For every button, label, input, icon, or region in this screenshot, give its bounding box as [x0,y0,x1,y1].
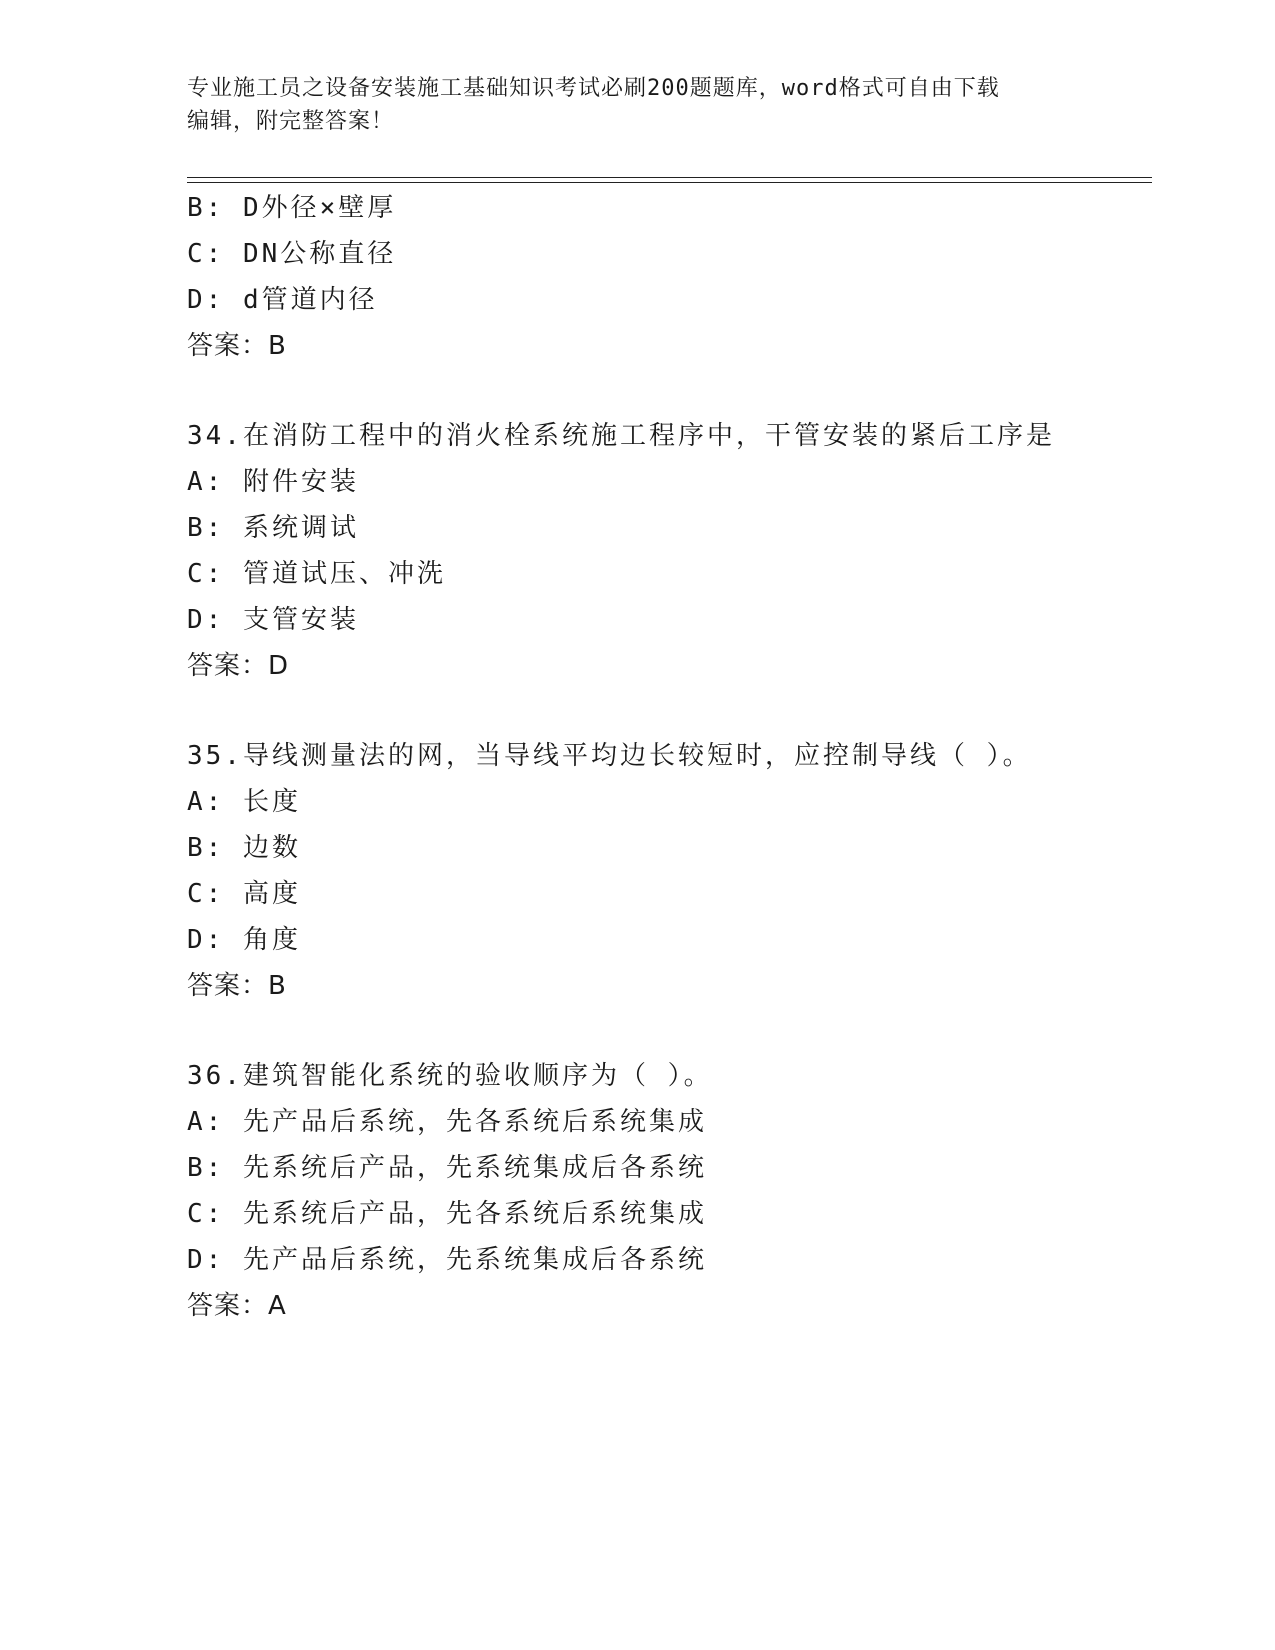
header-divider-top [187,177,1152,178]
option-a: A: 长度 [187,787,301,817]
option-d: D: d管道内径 [187,285,378,315]
option-d: D: 先产品后系统，先系统集成后各系统 [187,1245,707,1275]
option-b: B: 边数 [187,833,301,863]
question-block-34 [187,413,1147,689]
question-block-36 [187,1053,1147,1329]
answer: 答案：A [187,1291,287,1321]
option-c: C: DN公称直径 [187,239,397,269]
answer: 答案：B [187,331,287,361]
page-header [187,72,1067,138]
question-stem: 36.建筑智能化系统的验收顺序为（ ）。 [187,1061,713,1091]
option-c: C: 管道试压、冲洗 [187,559,446,589]
question-block-33 [187,185,1147,369]
question-block-35 [187,733,1147,1009]
question-stem: 35.导线测量法的网，当导线平均边长较短时，应控制导线（ ）。 [187,741,1032,771]
header-divider-bottom [187,182,1152,183]
header-line-2: 编辑，附完整答案！ [187,109,395,134]
option-c: C: 高度 [187,879,301,909]
header-line-1: 专业施工员之设备安装施工基础知识考试必刷200题题库，word格式可自由下载 [187,76,1000,101]
option-d: D: 角度 [187,925,301,955]
spacer [187,1009,1147,1053]
question-list [187,185,1147,1329]
answer: 答案：D [187,651,290,681]
spacer [187,689,1147,733]
option-b: B: D外径×壁厚 [187,193,397,223]
question-stem: 34.在消防工程中的消火栓系统施工程序中，干管安装的紧后工序是 [187,421,1055,451]
option-b: B: 先系统后产品，先系统集成后各系统 [187,1153,707,1183]
spacer [187,369,1147,413]
option-c: C: 先系统后产品，先各系统后系统集成 [187,1199,707,1229]
option-d: D: 支管安装 [187,605,359,635]
answer: 答案：B [187,971,287,1001]
option-a: A: 附件安装 [187,467,359,497]
option-a: A: 先产品后系统，先各系统后系统集成 [187,1107,707,1137]
option-b: B: 系统调试 [187,513,359,543]
